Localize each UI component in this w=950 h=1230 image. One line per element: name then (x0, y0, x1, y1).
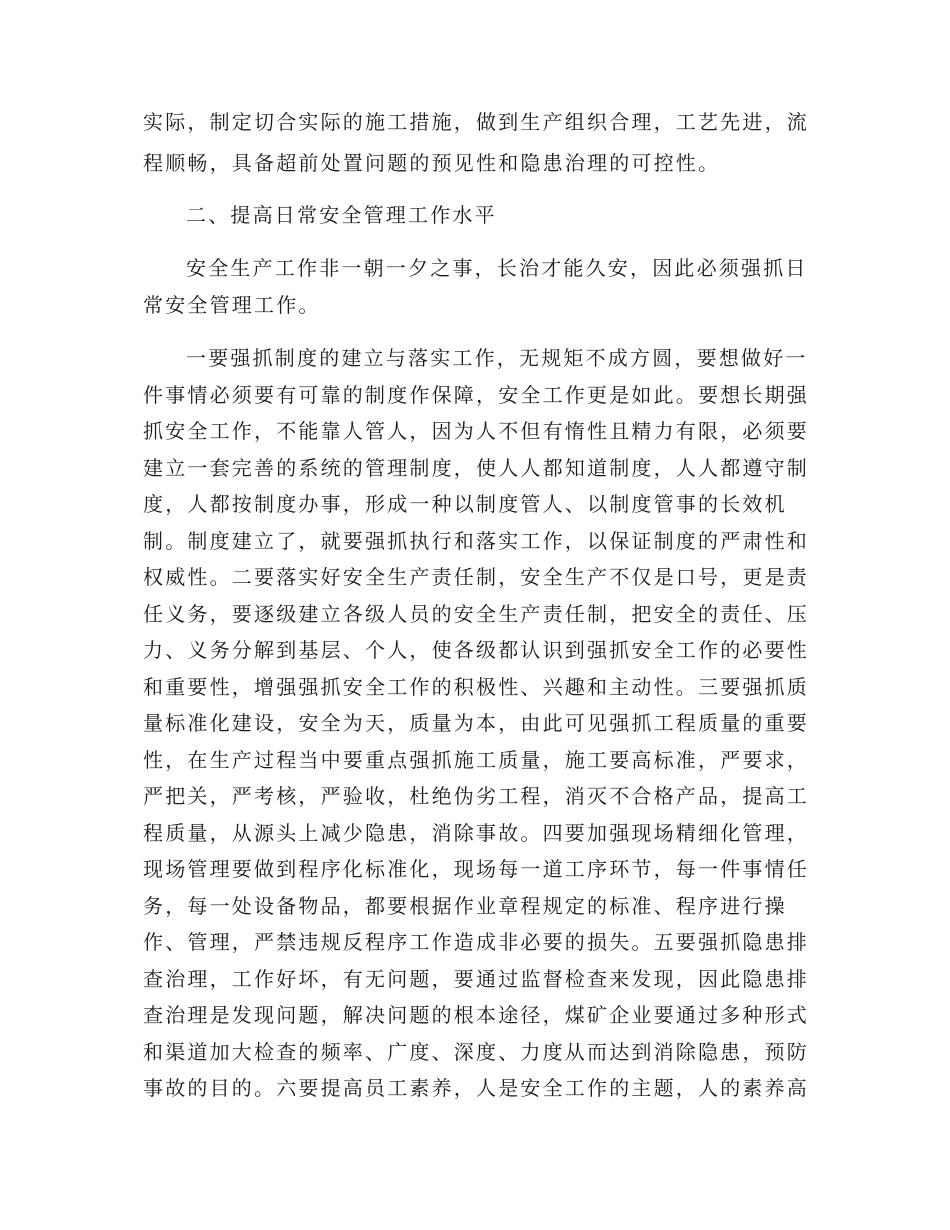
text-line: 事故的目的。六要提高员工素养，人是安全工作的主题，人的素养高 (143, 1076, 809, 1100)
text-line: 作、管理，严禁违规反程序工作造成非必要的损失。五要强抓隐患排 (143, 930, 809, 954)
text-line: 程质量，从源头上减少隐患，消除事故。四要加强现场精细化管理， (143, 821, 809, 845)
text-line: 任义务，要逐级建立各级人员的安全生产责任制，把安全的责任、压 (143, 602, 809, 626)
text-line: 务，每一处设备物品，都要根据作业章程规定的标准、程序进行操 (143, 894, 787, 918)
text-line: 严把关，严考核，严验收，杜绝伪劣工程，消灭不合格产品，提高工 (143, 784, 809, 808)
text-line: 和渠道加大检查的频率、广度、深度、力度从而达到消除隐患，预防 (143, 1040, 809, 1064)
text-line: 度，人都按制度办事，形成一种以制度管人、以制度管事的长效机 (143, 492, 787, 516)
text-line: 现场管理要做到程序化标准化，现场每一道工序环节，每一件事情任 (143, 857, 809, 881)
text-line: 制。制度建立了，就要强抓执行和落实工作，以保证制度的严肃性和 (143, 529, 809, 553)
text-line: 实际，制定切合实际的施工措施，做到生产组织合理，工艺先进，流 (143, 110, 809, 134)
text-line: 性，在生产过程当中要重点强抓施工质量，施工要高标准，严要求， (143, 748, 809, 772)
text-line: 查治理，工作好坏，有无问题，要通过监督检查来发现，因此隐患排 (143, 967, 809, 991)
text-line: 查治理是发现问题，解决问题的根本途径，煤矿企业要通过多种形式 (143, 1003, 809, 1027)
text-line: 量标准化建设，安全为天，质量为本，由此可见强抓工程质量的重要 (143, 711, 809, 735)
text-line: 抓安全工作，不能靠人管人，因为人不但有惰性且精力有限，必须要 (143, 419, 809, 443)
text-line: 程顺畅，具备超前处置问题的预见性和隐患治理的可控性。 (143, 151, 721, 175)
text-line: 权威性。二要落实好安全生产责任制，安全生产不仅是口号，更是责 (143, 565, 809, 589)
paragraph-first-line: 安全生产工作非一朝一夕之事，长治才能久安，因此必须强抓日 (186, 256, 808, 280)
text-line: 和重要性，增强强抓安全工作的积极性、兴趣和主动性。三要强抓质 (143, 675, 809, 699)
text-line: 常安全管理工作。 (143, 293, 321, 317)
section-heading: 二、提高日常安全管理工作水平 (186, 203, 497, 227)
text-line: 件事情必须要有可靠的制度作保障，安全工作更是如此。要想长期强 (143, 383, 809, 407)
paragraph-first-line: 一要强抓制度的建立与落实工作，无规矩不成方圆，要想做好一 (186, 346, 808, 370)
text-line: 力、义务分解到基层、个人，使各级都认识到强抓安全工作的必要性 (143, 638, 809, 662)
text-line: 建立一套完善的系统的管理制度，使人人都知道制度，人人都遵守制 (143, 456, 809, 480)
